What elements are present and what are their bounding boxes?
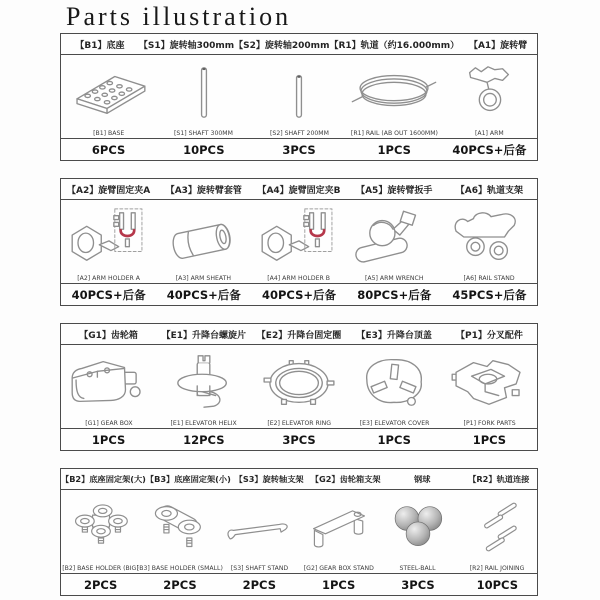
part-qty-r2: 10PCS <box>476 577 518 592</box>
part-cell-a4 <box>251 200 346 283</box>
section-1-qty-row <box>61 138 537 160</box>
base-plate-icon <box>61 55 156 129</box>
part-label: [S1] SHAFT 300MM <box>174 129 234 137</box>
part-cell-e1 <box>156 345 251 428</box>
part-qty-a3: 40PCS+后备 <box>166 287 241 302</box>
part-label: [E1] ELEVATOR HELIX <box>170 419 237 427</box>
shaft-long-icon <box>156 55 251 129</box>
parts-section-4 <box>60 468 538 596</box>
part-qty-a2: 40PCS+后备 <box>71 287 146 302</box>
part-label: [A3] ARM SHEATH <box>176 274 232 282</box>
part-label: [A1] ARM <box>475 129 504 137</box>
part-header-b3: 【B3】底座固定架(小) <box>145 473 231 484</box>
part-header-g2: 【G2】齿轮箱支架 <box>310 473 381 484</box>
section-3-header-row <box>61 324 537 345</box>
part-label: [P1] FORK PARTS <box>463 419 516 427</box>
part-header-e3: 【E3】升降台顶盖 <box>356 330 432 341</box>
part-cell-a6 <box>442 200 537 283</box>
part-cell-a1 <box>442 55 537 138</box>
shaft-short-icon <box>251 55 346 129</box>
part-header-g1: 【G1】齿轮箱 <box>79 330 138 341</box>
part-header-p1: 【P1】分叉配件 <box>455 330 523 341</box>
part-header-a4: 【A4】旋臂固定夹B <box>257 185 341 196</box>
part-label: [E2] ELEVATOR RING <box>267 419 331 427</box>
part-cell-e2 <box>251 345 346 428</box>
part-cell-s1 <box>156 55 251 138</box>
rail-coil-icon <box>347 55 442 129</box>
part-cell-s2 <box>251 55 346 138</box>
section-3-body <box>61 345 537 428</box>
section-4-header-row <box>61 469 537 490</box>
section-2-body <box>61 200 537 283</box>
part-label: [S3] SHAFT STAND <box>230 564 288 572</box>
section-4-qty-row <box>61 573 537 595</box>
part-label: [E3] ELEVATOR COVER <box>359 419 430 427</box>
part-header-a1: 【A1】旋转臂 <box>468 40 528 51</box>
arm-icon <box>442 55 537 129</box>
section-2-qty-row <box>61 283 537 305</box>
part-header-b2: 【B2】底座固定架(大) <box>61 473 146 484</box>
part-cell-b3 <box>136 490 223 573</box>
part-cell-b1 <box>61 55 156 138</box>
part-cell-e3 <box>347 345 442 428</box>
part-cell-g2 <box>299 490 378 573</box>
part-header-a5: 【A5】旋转臂扳手 <box>356 185 433 196</box>
part-qty-b1: 6PCS <box>91 142 126 157</box>
base-holder-small-icon <box>140 490 219 564</box>
part-qty-e1: 12PCS <box>183 432 225 447</box>
part-label: [B3] BASE HOLDER (SMALL) <box>136 564 223 572</box>
part-qty-s3: 2PCS <box>242 577 276 592</box>
part-header-a3: 【A3】旋转臂套管 <box>165 185 242 196</box>
section-1-header-row <box>61 34 537 55</box>
part-qty-a5: 80PCS+后备 <box>357 287 432 302</box>
part-label: [A5] ARM WRENCH <box>364 274 424 282</box>
part-header-a2: 【A2】旋臂固定夹A <box>67 185 151 196</box>
part-cell-r2 <box>458 490 537 573</box>
part-label: [B2] BASE HOLDER (BIG) <box>62 564 139 572</box>
part-qty-steel-ball: 3PCS <box>401 577 435 592</box>
section-3-qty-row <box>61 428 537 450</box>
elevator-cover-icon <box>347 345 442 419</box>
part-header-s1: 【S1】旋转轴300mm <box>138 40 235 51</box>
part-header-r1: 【R1】轨道（约16.000mm） <box>329 40 460 51</box>
part-qty-a6: 45PCS+后备 <box>452 287 527 302</box>
part-label: [A2] ARM HOLDER A <box>77 274 140 282</box>
part-header-s2: 【S2】旋转轴200mm <box>234 40 330 51</box>
page-title: Parts illustration <box>66 2 292 31</box>
gear-box-stand-icon <box>299 490 378 564</box>
elevator-ring-icon <box>251 345 346 419</box>
shaft-stand-icon <box>220 490 299 564</box>
section-4-body <box>61 490 537 573</box>
part-cell-steel-ball <box>378 490 457 573</box>
part-header-s3: 【S3】旋转轴支架 <box>234 473 304 484</box>
arm-holder-a-icon <box>61 200 156 274</box>
rail-joining-icon <box>458 490 537 564</box>
arm-holder-b-icon <box>251 200 346 274</box>
part-qty-s1: 10PCS <box>183 142 225 157</box>
part-label: [A6] RAIL STAND <box>463 274 515 282</box>
part-header-b1: 【B1】底座 <box>75 40 125 51</box>
section-2-header-row <box>61 179 537 200</box>
part-cell-g1 <box>61 345 156 428</box>
part-cell-s3 <box>220 490 299 573</box>
part-qty-r1: 1PCS <box>377 142 411 157</box>
part-qty-b3: 2PCS <box>163 577 197 592</box>
part-qty-s2: 3PCS <box>282 142 316 157</box>
elevator-helix-icon <box>156 345 251 419</box>
part-cell-b2 <box>61 490 140 573</box>
part-header-a6: 【A6】轨道支架 <box>455 185 524 196</box>
part-label: STEEL-BALL <box>399 564 437 572</box>
part-label: [G1] GEAR BOX <box>84 419 133 427</box>
part-cell-a2 <box>61 200 156 283</box>
part-label: [R2] RAIL JOINING <box>469 564 525 572</box>
part-qty-p1: 1PCS <box>472 432 507 447</box>
part-label: [G2] GEAR BOX STAND <box>303 564 374 572</box>
part-cell-a3 <box>156 200 251 283</box>
part-label: [B1] BASE <box>93 129 125 137</box>
part-header-r2: 【R2】轨道连接 <box>468 473 530 484</box>
part-qty-e3: 1PCS <box>377 432 411 447</box>
part-cell-a5 <box>347 200 442 283</box>
rail-stand-icon <box>442 200 537 274</box>
parts-section-2 <box>60 178 538 306</box>
arm-wrench-icon <box>347 200 442 274</box>
part-qty-g1: 1PCS <box>91 432 126 447</box>
base-holder-big-icon <box>61 490 140 564</box>
parts-section-3 <box>60 323 538 451</box>
part-label: [S2] SHAFT 200MM <box>269 129 329 137</box>
fork-parts-icon <box>442 345 537 419</box>
part-cell-r1 <box>347 55 442 138</box>
part-qty-g2: 1PCS <box>321 577 356 592</box>
part-header-e1: 【E1】升降台螺旋片 <box>161 330 247 341</box>
steel-balls-icon <box>378 490 457 564</box>
parts-section-1 <box>60 33 538 161</box>
arm-sheath-icon <box>156 200 251 274</box>
part-header-steel-ball: 钢球 <box>414 473 431 484</box>
part-cell-p1 <box>442 345 537 428</box>
part-label: [A4] ARM HOLDER B <box>267 274 331 282</box>
part-qty-a4: 40PCS+后备 <box>262 287 337 302</box>
gear-box-icon <box>61 345 156 419</box>
part-header-e2: 【E2】升降台固定圈 <box>256 330 342 341</box>
part-label: [R1] RAIL (AB OUT 1600MM) <box>350 129 438 137</box>
part-qty-a1: 40PCS+后备 <box>452 142 527 157</box>
part-qty-e2: 3PCS <box>282 432 316 447</box>
section-1-body <box>61 55 537 138</box>
part-qty-b2: 2PCS <box>83 577 118 592</box>
